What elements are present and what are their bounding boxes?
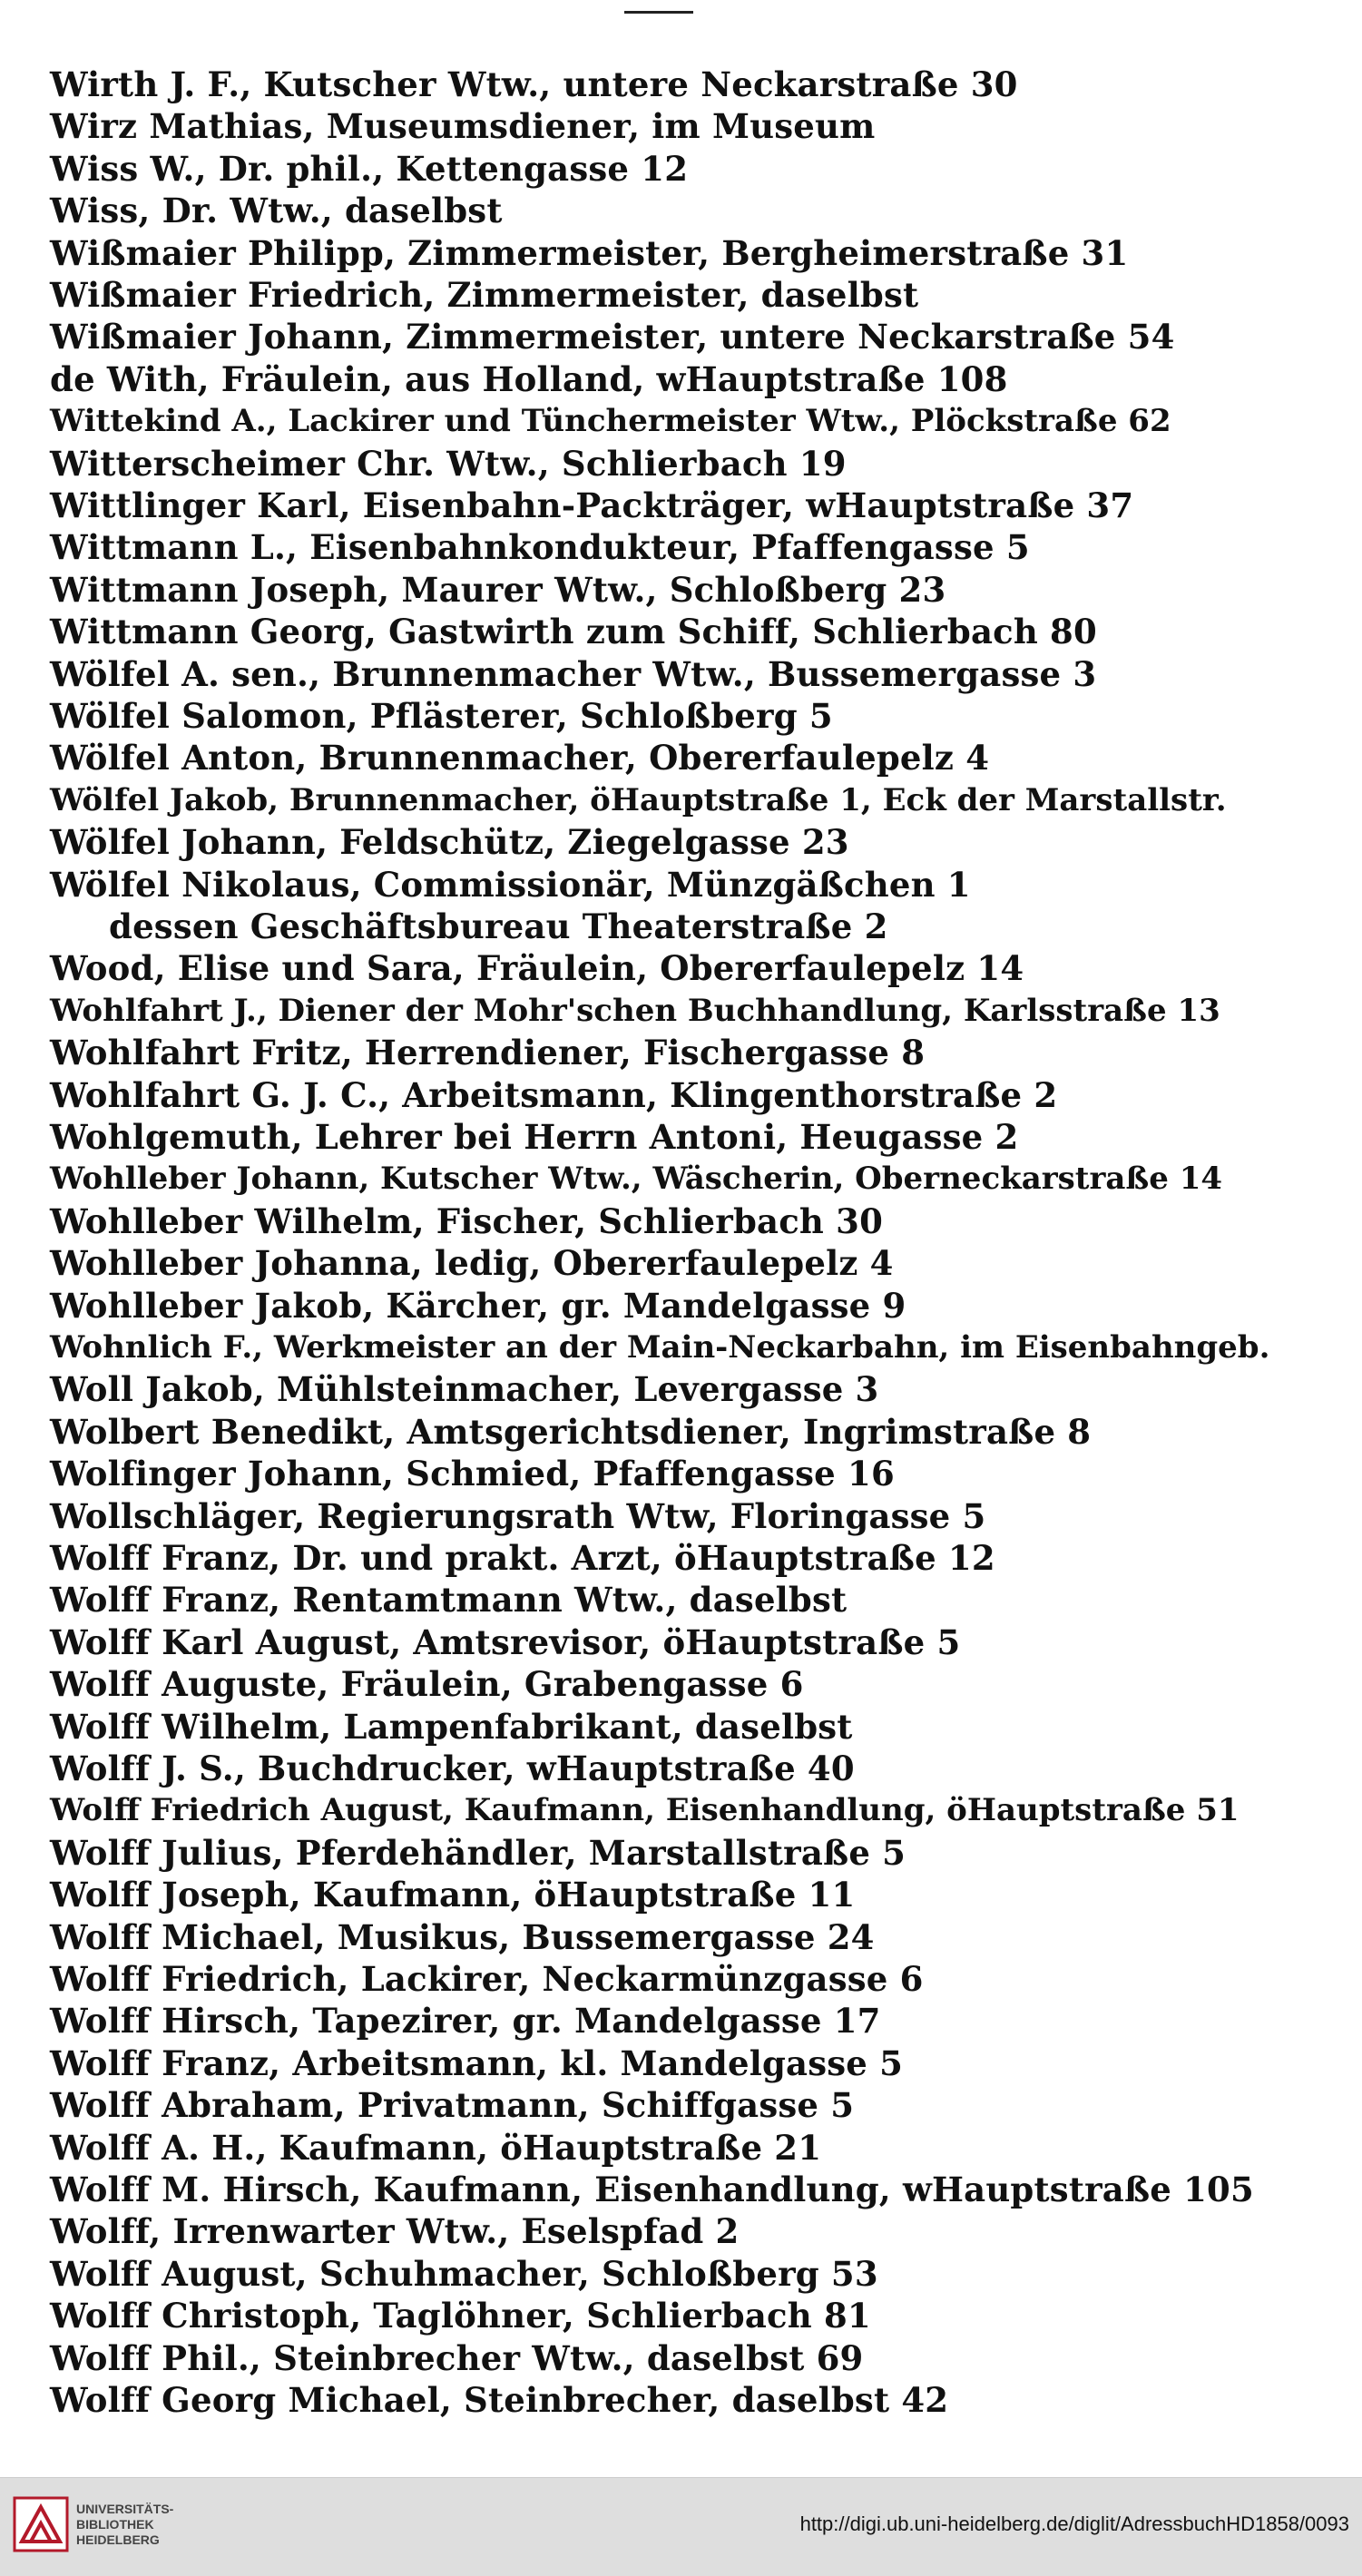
directory-entry: Wolff Auguste, Fräulein, Grabengasse 6: [50, 1664, 804, 1704]
directory-entry: Witterscheimer Chr. Wtw., Schlierbach 19: [50, 444, 847, 484]
directory-entry: de With, Fräulein, aus Holland, wHauptstraße 108: [50, 359, 1008, 399]
directory-entry: Wittmann Georg, Gastwirth zum Schiff, Schlierbach 80: [50, 612, 1097, 651]
directory-entry: Wittmann L., Eisenbahnkondukteur, Pfaffengasse 5: [50, 527, 1030, 567]
directory-entry: Wolff Julius, Pferdehändler, Marstallstraße 5: [50, 1833, 906, 1873]
library-logo-icon[interactable]: [13, 2496, 69, 2552]
directory-entry: Wohlfahrt Fritz, Herrendiener, Fischergasse 8: [50, 1033, 926, 1073]
library-name-line: BIBLIOTHEK: [76, 2517, 154, 2532]
directory-entry: Wolfinger Johann, Schmied, Pfaffengasse 16: [50, 1454, 895, 1494]
directory-entry: Wolff Michael, Musikus, Bussemergasse 24: [50, 1917, 875, 1957]
directory-entry: Wolff Abraham, Privatmann, Schiffgasse 5: [50, 2085, 855, 2125]
directory-entry: Wolff Franz, Rentamtmann Wtw., daselbst: [50, 1580, 848, 1620]
directory-entry: Wollschläger, Regierungsrath Wtw, Floringasse 5: [50, 1496, 986, 1536]
viewer-footer: [0, 2477, 1362, 2576]
directory-entry: Wolff Friedrich August, Kaufmann, Eisenhandlung, öHauptstraße 51: [50, 1792, 1240, 1828]
directory-entry: Wohlgemuth, Lehrer bei Herrn Antoni, Heugasse 2: [50, 1117, 1019, 1157]
directory-entry: Wohlleber Jakob, Kärcher, gr. Mandelgasse 9: [50, 1286, 906, 1326]
directory-entry: Wölfel Nikolaus, Commissionär, Münzgäßchen 1: [50, 865, 971, 905]
directory-entry: Wolff Franz, Arbeitsmann, kl. Mandelgasse 5: [50, 2043, 904, 2083]
directory-entry: Wolbert Benedikt, Amtsgerichtsdiener, Ingrimstraße 8: [50, 1412, 1092, 1452]
directory-entry: Wolff A. H., Kaufmann, öHauptstraße 21: [50, 2128, 822, 2168]
directory-entry: Wölfel Salomon, Pflästerer, Schloßberg 5: [50, 696, 833, 736]
directory-entry: Wood, Elise und Sara, Fräulein, Obererfaulepelz 14: [50, 948, 1024, 988]
directory-entry: Wohlfahrt J., Diener der Mohr'schen Buchhandlung, Karlsstraße 13: [50, 993, 1220, 1029]
directory-entry: Wißmaier Philipp, Zimmermeister, Bergheimerstraße 31: [50, 233, 1129, 273]
directory-entry: Wolff J. S., Buchdrucker, wHauptstraße 40: [50, 1748, 855, 1788]
directory-entry: Wißmaier Friedrich, Zimmermeister, daselbst: [50, 275, 919, 315]
directory-entry: Wölfel A. sen., Brunnenmacher Wtw., Bussemergasse 3: [50, 654, 1097, 694]
library-name: [76, 2502, 173, 2548]
directory-entry: Wohlleber Johann, Kutscher Wtw., Wäscherin, Oberneckarstraße 14: [50, 1161, 1223, 1197]
directory-entry: Wolff Friedrich, Lackirer, Neckarmünzgasse 6: [50, 1959, 924, 1999]
directory-entry: Wölfel Jakob, Brunnenmacher, öHauptstraße 1, Eck der Marstallstr.: [50, 782, 1227, 818]
directory-entry: Wohnlich F., Werkmeister an der Main-Neckarbahn, im Eisenbahngeb.: [50, 1329, 1270, 1366]
permalink-url[interactable]: http://digi.ub.uni-heidelberg.de/diglit/AdressbuchHD1858/0093: [799, 2512, 1349, 2535]
directory-entry: Wolff Christoph, Taglöhner, Schlierbach 81: [50, 2296, 871, 2336]
directory-entry: Wohlleber Johanna, ledig, Obererfaulepelz 4: [50, 1243, 894, 1283]
directory-entry: Wohlleber Wilhelm, Fischer, Schlierbach 30: [50, 1201, 884, 1241]
page-header-rule: [624, 11, 693, 14]
directory-entry: Wiss, Dr. Wtw., daselbst: [50, 191, 503, 230]
directory-entry: Wolff Franz, Dr. und prakt. Arzt, öHauptstraße 12: [50, 1538, 995, 1578]
directory-entry: Wolff M. Hirsch, Kaufmann, Eisenhandlung, wHauptstraße 105: [50, 2170, 1254, 2209]
directory-entry: Wirz Mathias, Museumsdiener, im Museum: [50, 106, 876, 146]
directory-entry: Wolff Phil., Steinbrecher Wtw., daselbst 69: [50, 2338, 864, 2378]
directory-entry: dessen Geschäftsbureau Theaterstraße 2: [109, 906, 888, 946]
directory-entry: Wölfel Johann, Feldschütz, Ziegelgasse 23: [50, 822, 849, 862]
library-name-line: UNIVERSITÄTS-: [76, 2502, 174, 2516]
directory-entry: Wittekind A., Lackirer und Tünchermeister Wtw., Plöckstraße 62: [50, 403, 1171, 439]
directory-entry: Wittmann Joseph, Maurer Wtw., Schloßberg 23: [50, 570, 946, 610]
directory-entry: Wölfel Anton, Brunnenmacher, Obererfaulepelz 4: [50, 738, 990, 778]
directory-entry: Wolff Wilhelm, Lampenfabrikant, daselbst: [50, 1707, 853, 1747]
directory-entry: Wolff Karl August, Amtsrevisor, öHauptstraße 5: [50, 1622, 961, 1662]
directory-entry: Wolff, Irrenwarter Wtw., Eselspfad 2: [50, 2211, 740, 2251]
directory-entry: Wolff Georg Michael, Steinbrecher, daselbst 42: [50, 2380, 949, 2420]
directory-entry: Woll Jakob, Mühlsteinmacher, Levergasse 3: [50, 1369, 879, 1409]
directory-entry: Wittlinger Karl, Eisenbahn-Packträger, wHauptstraße 37: [50, 485, 1134, 525]
directory-entry: Wolff Hirsch, Tapezirer, gr. Mandelgasse 17: [50, 2001, 881, 2041]
directory-entry: Wiss W., Dr. phil., Kettengasse 12: [50, 149, 689, 189]
library-name-line: HEIDELBERG: [76, 2532, 160, 2547]
directory-entry: Wolff Joseph, Kaufmann, öHauptstraße 11: [50, 1875, 856, 1915]
directory-entry: Wirth J. F., Kutscher Wtw., untere Neckarstraße 30: [50, 64, 1018, 104]
directory-entry: Wißmaier Johann, Zimmermeister, untere Neckarstraße 54: [50, 317, 1175, 357]
directory-entry: Wolff August, Schuhmacher, Schloßberg 53: [50, 2254, 878, 2294]
directory-entry: Wohlfahrt G. J. C., Arbeitsmann, Klingenthorstraße 2: [50, 1075, 1058, 1115]
